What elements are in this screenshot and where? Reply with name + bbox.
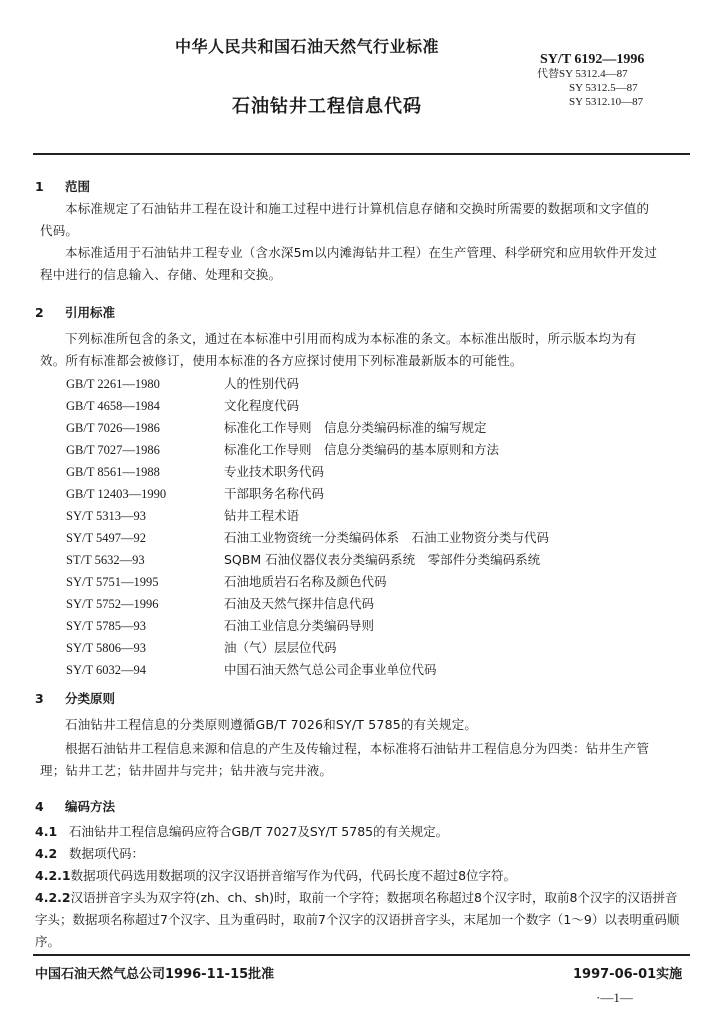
reference-title: 钻井工程术语 bbox=[224, 508, 300, 523]
reference-item bbox=[66, 462, 324, 480]
section-number: 3 bbox=[35, 691, 44, 706]
reference-title: 石油及天然气探井信息代码 bbox=[224, 596, 375, 611]
reference-title: SQBM 石油仪器仪表分类编码系统 零部件分类编码系统 bbox=[224, 552, 541, 567]
replaces-line: 代替SY 5312.4—87 bbox=[537, 68, 628, 80]
reference-code: GB/T 7026—1986 bbox=[66, 421, 160, 435]
clause-number: 4.2.1 bbox=[35, 868, 71, 883]
section-1-heading bbox=[35, 177, 90, 195]
reference-title: 人的性别代码 bbox=[224, 376, 300, 391]
clause-item bbox=[35, 843, 687, 865]
section-title: 范围 bbox=[65, 179, 91, 194]
section-title: 编码方法 bbox=[65, 799, 116, 814]
replaces-line: SY 5312.5—87 bbox=[569, 82, 638, 94]
reference-item bbox=[66, 616, 374, 634]
clause-item bbox=[35, 821, 687, 843]
reference-title: 专业技术职务代码 bbox=[224, 464, 325, 479]
reference-code: SY/T 5751—1995 bbox=[66, 575, 159, 589]
clause-number: 4.1 bbox=[35, 824, 58, 839]
reference-item bbox=[66, 594, 374, 612]
approval-statement: 中国石油天然气总公司1996-11-15批准 bbox=[35, 967, 275, 982]
section-3-heading bbox=[35, 689, 115, 707]
reference-title: 标准化工作导则 信息分类编码的基本原则和方法 bbox=[224, 442, 500, 457]
replaces-line: SY 5312.10—87 bbox=[569, 96, 644, 108]
replaces-block bbox=[537, 67, 643, 109]
effective-date: 1997-06-01实施 bbox=[573, 967, 683, 982]
reference-item bbox=[66, 572, 387, 590]
reference-code: GB/T 2261—1980 bbox=[66, 377, 160, 391]
reference-title: 石油工业物资统一分类编码体系 石油工业物资分类与代码 bbox=[224, 530, 550, 545]
reference-item bbox=[66, 506, 299, 524]
document-title: 石油钻井工程信息代码 bbox=[232, 96, 422, 117]
section-number: 1 bbox=[35, 179, 44, 194]
reference-title: 中国石油天然气总公司企事业单位代码 bbox=[224, 662, 437, 677]
reference-code: SY/T 5313—93 bbox=[66, 509, 146, 523]
clause-text: 数据项代码选用数据项的汉字汉语拼音缩写作为代码，代码长度不超过8位字符。 bbox=[70, 868, 517, 883]
section-2-paragraph-1: 下列标准所包含的条文，通过在本标准中引用而构成为本标准的条文。本标准出版时，所示版本均为有效。所有标准都会被修订，使用本标准的各方应探讨使用下列标准最新版本的可能性。 bbox=[40, 331, 637, 368]
reference-code: GB/T 7027—1986 bbox=[66, 443, 160, 457]
footer-divider bbox=[33, 954, 690, 956]
reference-title: 油（气）层层位代码 bbox=[224, 640, 337, 655]
section-2-heading bbox=[35, 303, 115, 321]
reference-code: SY/T 6032—94 bbox=[66, 663, 146, 677]
section-number: 2 bbox=[35, 305, 44, 320]
section-1-paragraph-2: 本标准适用于石油钻井工程专业（含水深5m以内滩海钻井工程）在生产管理、科学研究和应用软件开发过程中进行的信息输入、存储、处理和交换。 bbox=[40, 245, 658, 282]
header-divider bbox=[33, 153, 690, 155]
section-3-paragraph-1: 石油钻井工程信息的分类原则遵循GB/T 7026和SY/T 5785的有关规定。 bbox=[65, 717, 478, 732]
standard-code: SY/T 6192—1996 bbox=[540, 52, 645, 67]
reference-item bbox=[66, 440, 499, 458]
reference-item bbox=[66, 484, 324, 502]
clause-item bbox=[35, 887, 687, 953]
clause-text: 数据项代码： bbox=[69, 846, 145, 861]
clause-item bbox=[35, 865, 687, 887]
standard-category-title: 中华人民共和国石油天然气行业标准 bbox=[175, 37, 440, 56]
reference-item bbox=[66, 638, 337, 656]
reference-item bbox=[66, 550, 540, 568]
clause-number: 4.2 bbox=[35, 846, 58, 861]
reference-title: 石油工业信息分类编码导则 bbox=[224, 618, 375, 633]
reference-code: ST/T 5632—93 bbox=[66, 553, 145, 567]
section-number: 4 bbox=[35, 799, 44, 814]
reference-code: SY/T 5785—93 bbox=[66, 619, 146, 633]
reference-item bbox=[66, 396, 299, 414]
clause-number: 4.2.2 bbox=[35, 890, 71, 905]
section-title: 引用标准 bbox=[65, 305, 116, 320]
section-title: 分类原则 bbox=[65, 691, 116, 706]
reference-code: GB/T 12403—1990 bbox=[66, 487, 167, 501]
reference-code: SY/T 5806—93 bbox=[66, 641, 146, 655]
reference-item bbox=[66, 528, 549, 546]
section-1-paragraph-1: 本标准规定了石油钻井工程在设计和施工过程中进行计算机信息存储和交换时所需要的数据项和文字值的代码。 bbox=[40, 201, 650, 238]
reference-code: GB/T 8561—1988 bbox=[66, 465, 160, 479]
reference-code: GB/T 4658—1984 bbox=[66, 399, 160, 413]
reference-title: 标准化工作导则 信息分类编码标准的编写规定 bbox=[224, 420, 487, 435]
reference-code: SY/T 5752—1996 bbox=[66, 597, 159, 611]
section-3-paragraph-2: 根据石油钻井工程信息来源和信息的产生及传输过程，本标准将石油钻井工程信息分为四类：钻井生产管理；钻井工艺；钻井固井与完井；钻井液与完井液。 bbox=[40, 741, 650, 778]
reference-title: 文化程度代码 bbox=[224, 398, 300, 413]
reference-item bbox=[66, 418, 487, 436]
reference-item bbox=[66, 660, 437, 678]
clause-text: 汉语拼音字头为双字符(zh、ch、sh)时，取前一个字符；数据项名称超过8个汉字时，取前8个汉字的汉语拼音字头；数据项名称超过7个汉字、且为重码时，取前7个汉字的汉语拼音字头，末尾加一个数字（1～9）以表明重码顺序。 bbox=[35, 890, 680, 949]
section-4-heading bbox=[35, 797, 115, 815]
clause-text: 石油钻井工程信息编码应符合GB/T 7027及SY/T 5785的有关规定。 bbox=[69, 824, 449, 839]
reference-item bbox=[66, 374, 299, 392]
reference-title: 石油地质岩石名称及颜色代码 bbox=[224, 574, 387, 589]
reference-code: SY/T 5497—92 bbox=[66, 531, 146, 545]
page-number: ·—1— bbox=[596, 990, 633, 1005]
reference-title: 干部职务名称代码 bbox=[224, 486, 325, 501]
